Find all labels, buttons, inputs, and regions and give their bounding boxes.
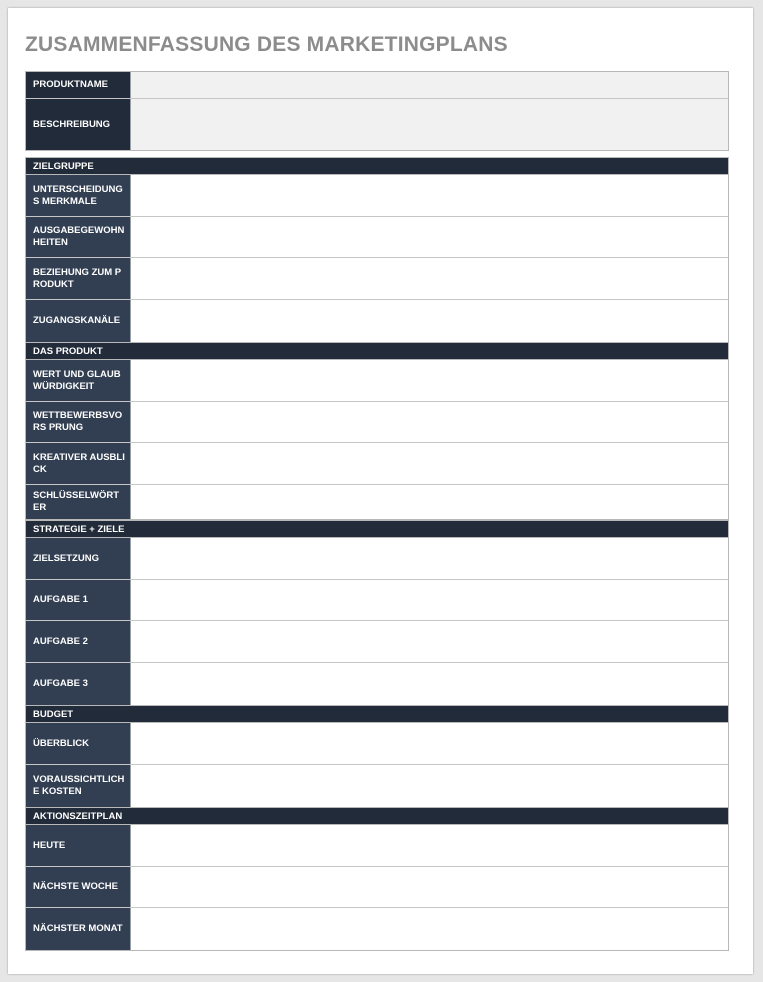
row-value-field[interactable] (131, 258, 728, 299)
row-label: PRODUKTNAME (26, 72, 131, 98)
row-label: WETTBEWERBSVORS PRUNG (26, 402, 131, 442)
section-header: STRATEGIE + ZIELE (26, 521, 728, 538)
row-value-field[interactable] (131, 360, 728, 401)
row-label: AUFGABE 2 (26, 621, 131, 662)
table-row (26, 217, 728, 258)
table-row (26, 908, 728, 950)
section-header: ZIELGRUPPE (26, 158, 728, 175)
table-row (26, 360, 728, 402)
row-value-field[interactable] (131, 217, 728, 257)
row-label: WERT UND GLAUBWÜRDIGKEIT (26, 360, 131, 401)
table-row (26, 580, 728, 621)
table-row (26, 443, 728, 485)
row-label: AUSGABEGEWOHN HEITEN (26, 217, 131, 257)
row-value-field[interactable] (131, 538, 728, 579)
row-label: BESCHREIBUNG (26, 99, 131, 150)
row-label: ZUGANGSKANÄLE (26, 300, 131, 342)
table-row (26, 485, 728, 519)
product-name-field[interactable] (131, 72, 728, 98)
row-label: ZIELSETZUNG (26, 538, 131, 579)
table-row (26, 538, 728, 580)
row-label: VORAUSSICHTLICH E KOSTEN (26, 765, 131, 807)
row-value-field[interactable] (131, 175, 728, 216)
row-label: KREATIVER AUSBLICK (26, 443, 131, 484)
row-value-field[interactable] (131, 443, 728, 484)
row-value-field[interactable] (131, 580, 728, 620)
section-header: BUDGET (26, 706, 728, 723)
section-budget (25, 705, 729, 808)
row-label: AUFGABE 3 (26, 663, 131, 705)
section-header: DAS PRODUKT (26, 343, 728, 360)
row-value-field[interactable] (131, 908, 728, 950)
table-row (26, 258, 728, 300)
section-das-produkt (25, 342, 729, 520)
document-page (8, 8, 753, 974)
table-row (26, 825, 728, 867)
table-row (26, 300, 728, 342)
section-header: AKTIONSZEITPLAN (26, 808, 728, 825)
product-info-table (25, 71, 729, 151)
description-field[interactable] (131, 99, 728, 150)
table-row (26, 867, 728, 908)
table-row (26, 765, 728, 807)
row-label: ÜBERBLICK (26, 723, 131, 764)
row-value-field[interactable] (131, 663, 728, 705)
row-label: BEZIEHUNG ZUM PRODUKT (26, 258, 131, 299)
table-row (26, 402, 728, 443)
table-row (26, 175, 728, 217)
row-label: NÄCHSTE WOCHE (26, 867, 131, 907)
row-value-field[interactable] (131, 867, 728, 907)
table-row (26, 663, 728, 705)
row-label: AUFGABE 1 (26, 580, 131, 620)
page-title: ZUSAMMENFASSUNG DES MARKETINGPLANS (25, 33, 508, 56)
section-zielgruppe (25, 157, 729, 343)
table-row (26, 72, 728, 99)
table-row (26, 621, 728, 663)
table-row (26, 99, 728, 150)
row-label: UNTERSCHEIDUNGS MERKMALE (26, 175, 131, 216)
row-label: SCHLÜSSELWÖRTER (26, 485, 131, 519)
row-value-field[interactable] (131, 723, 728, 764)
row-value-field[interactable] (131, 402, 728, 442)
row-label: NÄCHSTER MONAT (26, 908, 131, 950)
row-value-field[interactable] (131, 621, 728, 662)
table-row (26, 723, 728, 765)
row-value-field[interactable] (131, 825, 728, 866)
row-value-field[interactable] (131, 765, 728, 807)
row-label: HEUTE (26, 825, 131, 866)
row-value-field[interactable] (131, 300, 728, 342)
section-aktionszeitplan (25, 807, 729, 951)
row-value-field[interactable] (131, 485, 728, 519)
section-strategie-ziele (25, 520, 729, 706)
